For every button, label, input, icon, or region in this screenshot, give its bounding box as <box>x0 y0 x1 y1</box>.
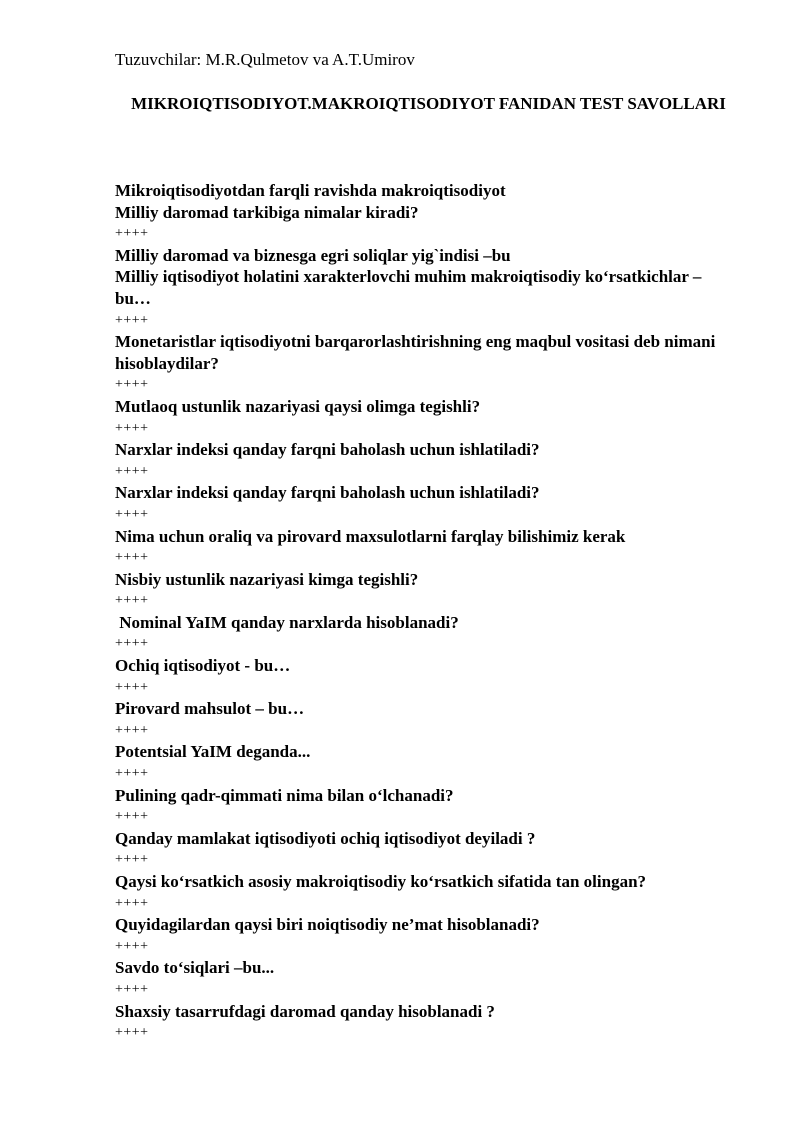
question-text: Pirovard mahsulot – bu… <box>115 699 305 719</box>
question-text: Quyidagilardan qaysi biri noiqtisodiy ne’mat hisoblanadi? <box>115 915 540 935</box>
question-text: Milliy iqtisodiyot holatini xarakterlovchi muhim makroiqtisodiy ko‘rsatkichlar – bu… <box>115 267 702 308</box>
question-text: Ochiq iqtisodiyot - bu… <box>115 656 291 676</box>
question-text: Qanday mamlakat iqtisodiyoti ochiq iqtisodiyot deyiladi ? <box>115 828 536 848</box>
separator-line: ++++ <box>115 1025 149 1041</box>
separator-line: ++++ <box>115 766 149 782</box>
question-text: Narxlar indeksi qanday farqni baholash uchun ishlatiladi? <box>115 440 540 460</box>
separator-line: ++++ <box>115 377 149 393</box>
separator-line: ++++ <box>115 895 149 911</box>
question-text: Pulining qadr-qimmati nima bilan o‘lchanadi? <box>115 785 454 805</box>
authors-line: Tuzuvchilar: M.R.Qulmetov va A.T.Umirov <box>115 50 415 69</box>
separator-line: ++++ <box>115 463 149 479</box>
separator-line: ++++ <box>115 636 149 652</box>
separator-line: ++++ <box>115 226 149 242</box>
separator-line: ++++ <box>115 312 149 328</box>
separator-line: ++++ <box>115 593 149 609</box>
question-list <box>115 180 735 1044</box>
separator-line: ++++ <box>115 550 149 566</box>
question-text: Narxlar indeksi qanday farqni baholash uchun ishlatiladi? <box>115 483 540 503</box>
question-text: Milliy daromad va biznesga egri soliqlar yig`indisi –bu <box>115 245 511 265</box>
document-title: MIKROIQTISODIYOT.MAKROIQTISODIYOT FANIDAN TEST SAVOLLARI <box>131 94 726 113</box>
question-text: Qaysi ko‘rsatkich asosiy makroiqtisodiy ko‘rsatkich sifatida tan olingan? <box>115 872 647 891</box>
separator-line: ++++ <box>115 506 149 522</box>
separator-line: ++++ <box>115 852 149 868</box>
question-text: Nima uchun oraliq va pirovard maxsulotlarni farqlay bilishimiz kerak <box>115 526 626 546</box>
question-text: Nisbiy ustunlik nazariyasi kimga tegishli? <box>115 569 419 589</box>
separator-line: ++++ <box>115 809 149 825</box>
question-text: Mutlaoq ustunlik nazariyasi qaysi olimga tegishli? <box>115 396 481 416</box>
separator-line: ++++ <box>115 679 149 695</box>
separator-line: ++++ <box>115 722 149 738</box>
separator-line: ++++ <box>115 938 149 954</box>
question-text: Shaxsiy tasarrufdagi daromad qanday hisoblanadi ? <box>115 1001 495 1021</box>
separator-line: ++++ <box>115 420 149 436</box>
question-text: Potentsial YaIM deganda... <box>115 742 311 762</box>
question-text: Mikroiqtisodiyotdan farqli ravishda makroiqtisodiyot <box>115 181 506 200</box>
question-text: Monetaristlar iqtisodiyotni barqarorlashtirishning eng maqbul vositasi deb nimani hisoblaydilar? <box>115 332 716 373</box>
separator-line: ++++ <box>115 981 149 997</box>
question-text: Nominal YaIM qanday narxlarda hisoblanadi? <box>115 612 459 632</box>
question-text: Milliy daromad tarkibiga nimalar kiradi? <box>115 202 419 222</box>
question-text: Savdo to‘siqlari –bu... <box>115 958 275 978</box>
